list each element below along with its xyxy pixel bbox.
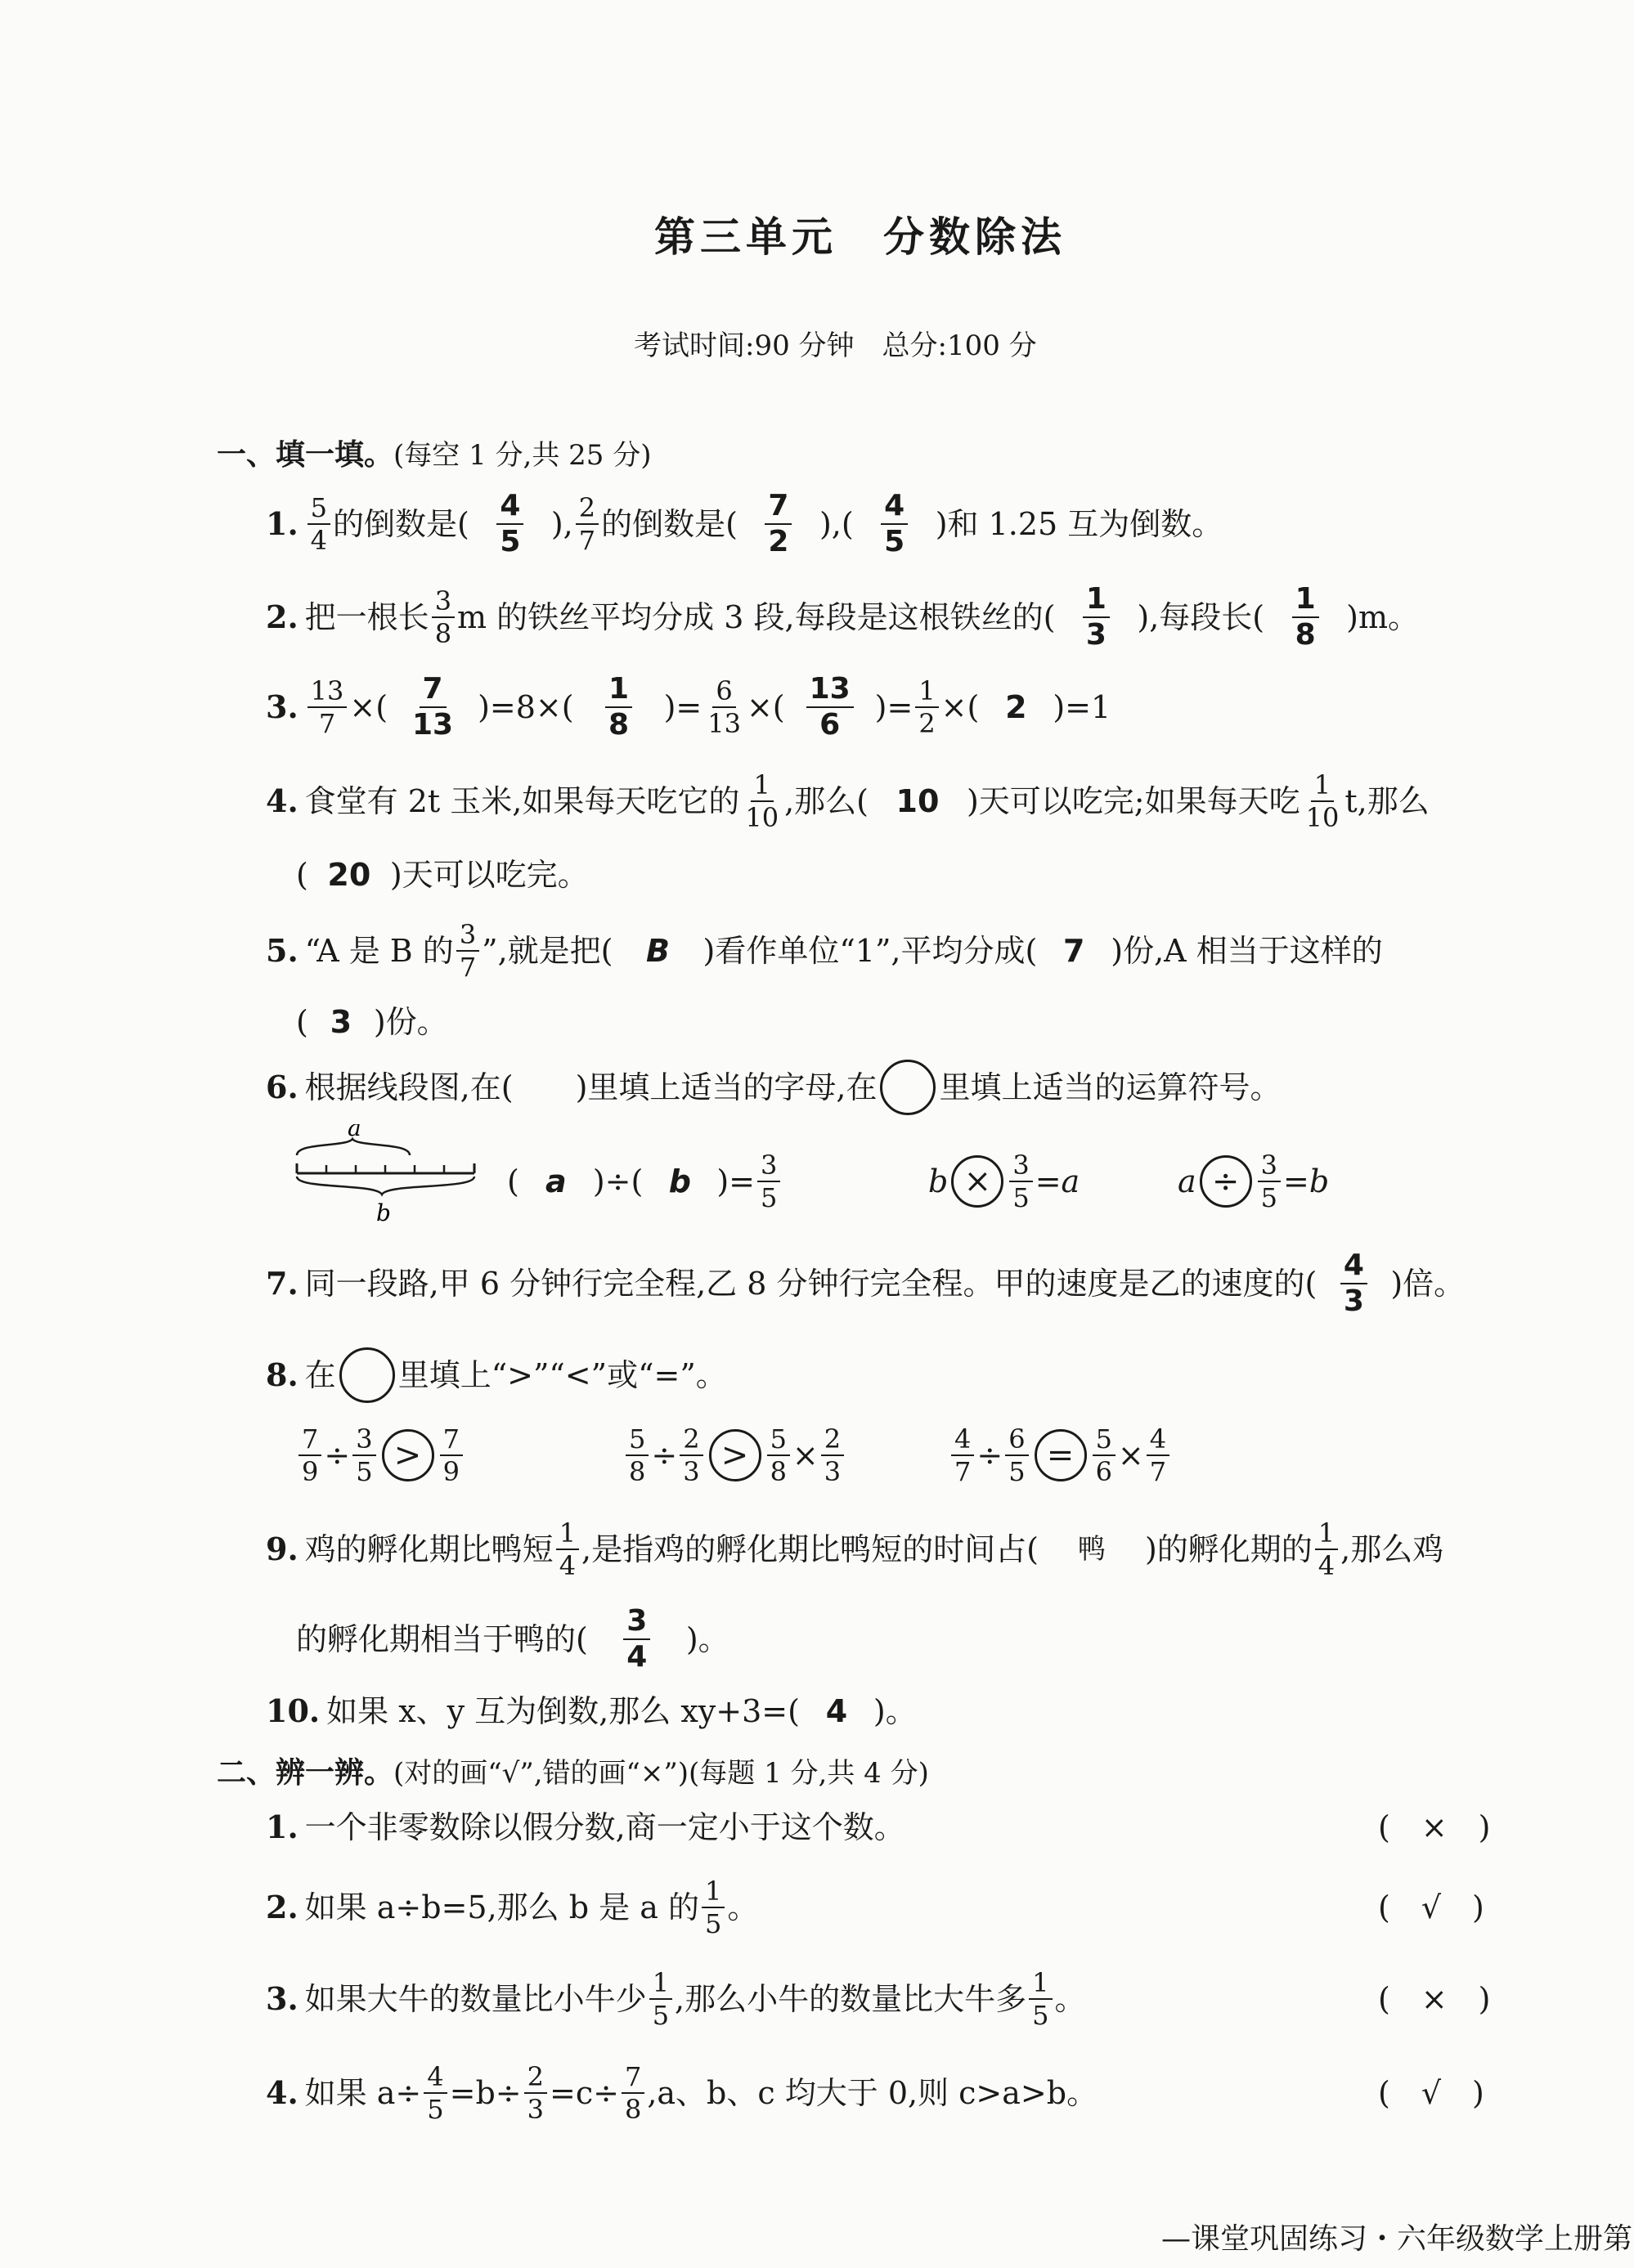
question-text: 食堂有 2t 玉米,如果每天吃它的 (304, 783, 740, 819)
question-text: )÷( (592, 1163, 644, 1199)
judge-3 (266, 1962, 1086, 2036)
fraction: $\frac{2}{3}$ (821, 1426, 844, 1485)
fraction: $\frac{4}{7}$ (1147, 1426, 1169, 1485)
answer-blank: $\frac{1}{3}$ (1055, 585, 1137, 650)
brace-b (297, 1177, 474, 1195)
question-number: 4. (266, 2074, 299, 2111)
fraction: $\frac{6}{13}$ (707, 675, 741, 739)
fraction: $\frac{1}{5}$ (702, 1878, 725, 1937)
question-text: ×( (746, 689, 785, 725)
comparison-1 (296, 1419, 465, 1492)
question-text: )的孵化期的 (1144, 1531, 1313, 1567)
page-title: 第三单元 分数除法 (654, 213, 1066, 261)
question-number: 6. (266, 1069, 299, 1105)
question-number: 5. (266, 932, 299, 969)
answer-blank: $\frac{7}{13}$ (412, 672, 454, 742)
question-text: )。 (685, 1621, 729, 1657)
question-text: 根据线段图,在( )里填上适当的字母,在 (304, 1069, 878, 1105)
question-text: 鸡的孵化期比鸭短 (304, 1531, 554, 1567)
fraction: $\frac{7}{8}$ (622, 2064, 644, 2122)
question-text: 里填上“>”“<”或“=”。 (397, 1357, 727, 1393)
answer-blank: $\frac{7}{2}$ (738, 491, 819, 557)
question-text: 的倒数是( (601, 506, 738, 542)
section-1-heading (217, 432, 651, 473)
question-text: )看作单位“1”,平均分成( (703, 933, 1038, 969)
fraction: $\frac{4}{7}$ (951, 1426, 974, 1485)
judge-mark: ( × ) (1378, 1981, 1491, 2017)
judge-mark: ( √ ) (1378, 1889, 1484, 1925)
fraction: $\frac{6}{5}$ (1005, 1426, 1028, 1485)
question-text: )= (716, 1163, 755, 1199)
question-text: )天可以吃完。 (389, 857, 589, 893)
question-number: 8. (266, 1356, 299, 1393)
question-text: 一个非零数除以假分数,商一定小于这个数。 (304, 1809, 905, 1845)
fraction: $\frac{3}{8}$ (432, 588, 455, 647)
operator: ÷ (651, 1437, 678, 1473)
question-text: )m。 (1346, 599, 1419, 635)
fraction: $\frac{4}{5}$ (424, 2064, 447, 2122)
fraction: $\frac{1}{2}$ (915, 678, 938, 737)
question-1-6-expr-2 (928, 1145, 1080, 1218)
question-text: 如果 a÷ (304, 2075, 422, 2111)
operator: × (1117, 1437, 1144, 1473)
circle-placeholder (339, 1347, 395, 1403)
question-text: ,那么( (784, 783, 869, 819)
question-1-10 (266, 1674, 917, 1748)
fraction: $\frac{5}{4}$ (307, 495, 330, 554)
question-text: ,那么鸡 (1340, 1531, 1444, 1567)
fraction: $\frac{3}{5}$ (757, 1152, 780, 1211)
question-number: 1. (266, 505, 299, 542)
question-text: “A 是 B 的 (304, 933, 454, 969)
question-number: 3. (266, 688, 299, 725)
answer-blank: 7 (1063, 933, 1085, 969)
operator: ÷ (324, 1437, 351, 1473)
fraction: $\frac{1}{10}$ (745, 769, 779, 833)
question-text: 把一根长 (304, 599, 429, 635)
operator: × (792, 1437, 819, 1473)
fraction: $\frac{5}{8}$ (626, 1426, 649, 1485)
question-text: ”,就是把( (482, 933, 613, 969)
fraction: $\frac{3}{5}$ (1258, 1152, 1281, 1211)
answer-blank: $\frac{1}{8}$ (1264, 585, 1346, 650)
question-text: t,那么 (1344, 783, 1430, 819)
section-2-heading (217, 1750, 929, 1791)
comparison-circle: > (382, 1429, 434, 1481)
question-1-9 (266, 1513, 1443, 1586)
fraction: $\frac{3}{5}$ (352, 1426, 375, 1485)
segment-label-a: a (348, 1124, 361, 1141)
judge-4 (266, 2056, 1098, 2130)
question-number: 9. (266, 1531, 299, 1567)
operator-circle: × (951, 1155, 1003, 1208)
answer-blank: a (545, 1163, 567, 1199)
question-text: )份。 (373, 1004, 448, 1040)
judge-2 (266, 1871, 758, 1944)
answer-blank: 2 (1005, 689, 1027, 725)
fraction: $\frac{3}{5}$ (1009, 1152, 1032, 1211)
fraction: $\frac{7}{9}$ (299, 1426, 321, 1485)
question-text: 的孵化期相当于鸭的( (296, 1621, 588, 1657)
answer-blank: $\frac{4}{5}$ (469, 491, 551, 557)
question-text: ×( (940, 689, 980, 725)
answer-blank: $\frac{4}{5}$ (854, 491, 936, 557)
segment-diagram (290, 1124, 487, 1230)
fraction: $\frac{1}{4}$ (556, 1520, 579, 1579)
question-text: )和 1.25 互为倒数。 (935, 506, 1223, 542)
question-text: 里填上适当的运算符号。 (939, 1069, 1282, 1105)
question-number: 7. (266, 1265, 299, 1302)
section-2-note: (对的画“√”,错的画“×”)(每题 1 分,共 4 分) (393, 1757, 929, 1790)
section-2-title: 二、辨一辨。 (217, 1755, 394, 1790)
question-1-3 (266, 670, 1111, 744)
question-text: 如果 x、y 互为倒数,那么 xy+3=( (326, 1693, 800, 1729)
comparison-circle: = (1035, 1429, 1087, 1481)
fraction: $\frac{2}{7}$ (576, 495, 599, 554)
question-text: a (1178, 1163, 1196, 1199)
comparison-2 (623, 1419, 846, 1492)
answer-blank: $\frac{4}{3}$ (1317, 1251, 1390, 1316)
answer-blank: B (646, 933, 670, 969)
fraction: $\frac{13}{7}$ (307, 678, 348, 737)
judge-1 (266, 1791, 905, 1864)
question-number: 2. (266, 1889, 299, 1925)
brace-a (297, 1139, 410, 1155)
question-text: )= (663, 689, 703, 725)
segment-label-b: b (376, 1199, 391, 1226)
question-text: )。 (873, 1693, 917, 1729)
question-text: 如果 a÷b=5,那么 b 是 a 的 (304, 1889, 699, 1925)
question-number: 4. (266, 782, 299, 819)
question-text: )倍。 (1390, 1266, 1466, 1302)
question-text: )= (874, 689, 914, 725)
question-text: =b (1283, 1163, 1330, 1199)
question-text: ,a、b、c 均大于 0,则 c>a>b。 (647, 2075, 1098, 2111)
question-text: 如果大牛的数量比小牛少 (304, 1981, 647, 2017)
answer-blank: 20 (327, 857, 371, 893)
exam-meta: 考试时间:90 分钟 总分:100 分 (634, 329, 1037, 362)
fraction: $\frac{1}{10}$ (1305, 769, 1340, 833)
fraction: $\frac{2}{3}$ (524, 2064, 547, 2122)
question-text: 同一段路,甲 6 分钟行完全程,乙 8 分钟行完全程。甲的速度是乙的速度的( (304, 1266, 1318, 1302)
question-text: 。 (727, 1889, 759, 1925)
question-text: ( (296, 1004, 308, 1040)
answer-blank: 4 (825, 1693, 848, 1729)
question-text: 在 (304, 1357, 336, 1393)
fraction: $\frac{1}{5}$ (649, 1970, 672, 2028)
fraction: $\frac{2}{3}$ (680, 1426, 703, 1485)
question-text: =b÷ (449, 2075, 522, 2111)
answer-blank: $\frac{1}{8}$ (574, 675, 664, 740)
question-number: 10. (266, 1692, 321, 1729)
question-1-5 (266, 914, 1383, 988)
fraction: $\frac{5}{6}$ (1093, 1426, 1116, 1485)
question-text: ( (296, 857, 308, 893)
question-text: ,那么小牛的数量比大牛多 (675, 1981, 1027, 2017)
answer-blank: $\frac{13}{6}$ (785, 675, 875, 740)
question-text: ),( (819, 506, 854, 542)
answer-blank: b (668, 1163, 691, 1199)
operator-circle: ÷ (1200, 1155, 1252, 1208)
question-1-6-expr-1 (507, 1145, 783, 1218)
fraction: $\frac{5}{8}$ (767, 1426, 790, 1485)
question-1-9-cont (296, 1602, 729, 1676)
fraction: $\frac{1}{5}$ (1029, 1970, 1052, 2028)
question-text: )份,A 相当于这样的 (1111, 933, 1383, 969)
page-footer: —课堂巩固练习・六年级数学上册第 (1161, 2222, 1633, 2256)
comparison-3 (949, 1419, 1172, 1492)
question-1-4 (266, 764, 1430, 838)
question-text: ),每段长( (1137, 599, 1265, 635)
answer-blank: 3 (330, 1004, 352, 1040)
question-text: =c÷ (549, 2075, 619, 2111)
question-1-1 (266, 487, 1223, 561)
question-1-5-cont (296, 985, 448, 1059)
question-number: 3. (266, 1980, 299, 2017)
question-1-2 (266, 580, 1419, 654)
fraction: $\frac{7}{9}$ (440, 1426, 463, 1485)
question-text: )=8×( (478, 689, 574, 725)
question-number: 2. (266, 598, 299, 635)
question-1-6-expr-3 (1178, 1145, 1329, 1218)
question-text: )天可以吃完;如果每天吃 (966, 783, 1300, 819)
question-1-6 (266, 1051, 1282, 1124)
question-text: ( (507, 1163, 519, 1199)
comparison-circle: > (709, 1429, 761, 1481)
question-text: ), (550, 506, 573, 542)
question-1-7 (266, 1247, 1465, 1320)
question-text: ,是指鸡的孵化期比鸭短的时间占( (581, 1531, 1039, 1567)
fraction: $\frac{3}{7}$ (456, 921, 479, 980)
answer-blank: $\frac{3}{4}$ (588, 1607, 686, 1672)
question-text: m 的铁丝平均分成 3 段,每段是这根铁丝的( (457, 599, 1056, 635)
answer-blank: 鸭 (1077, 1533, 1106, 1566)
question-text: =a (1035, 1163, 1080, 1199)
question-text: b (928, 1163, 949, 1199)
question-text: 。 (1054, 1981, 1086, 2017)
circle-placeholder (880, 1060, 936, 1115)
question-text: )=1 (1053, 689, 1111, 725)
section-1-title: 一、填一填。 (217, 437, 394, 472)
question-number: 1. (266, 1809, 299, 1845)
fraction: $\frac{1}{4}$ (1315, 1520, 1338, 1579)
question-text: ×( (349, 689, 388, 725)
question-1-8 (266, 1338, 727, 1412)
judge-mark: ( × ) (1378, 1809, 1491, 1845)
section-1-note: (每空 1 分,共 25 分) (393, 439, 652, 472)
operator: ÷ (976, 1437, 1003, 1473)
question-text: 的倒数是( (333, 506, 469, 542)
answer-blank: 10 (896, 783, 940, 819)
question-1-4-cont (296, 838, 589, 912)
judge-mark: ( √ ) (1378, 2075, 1484, 2111)
